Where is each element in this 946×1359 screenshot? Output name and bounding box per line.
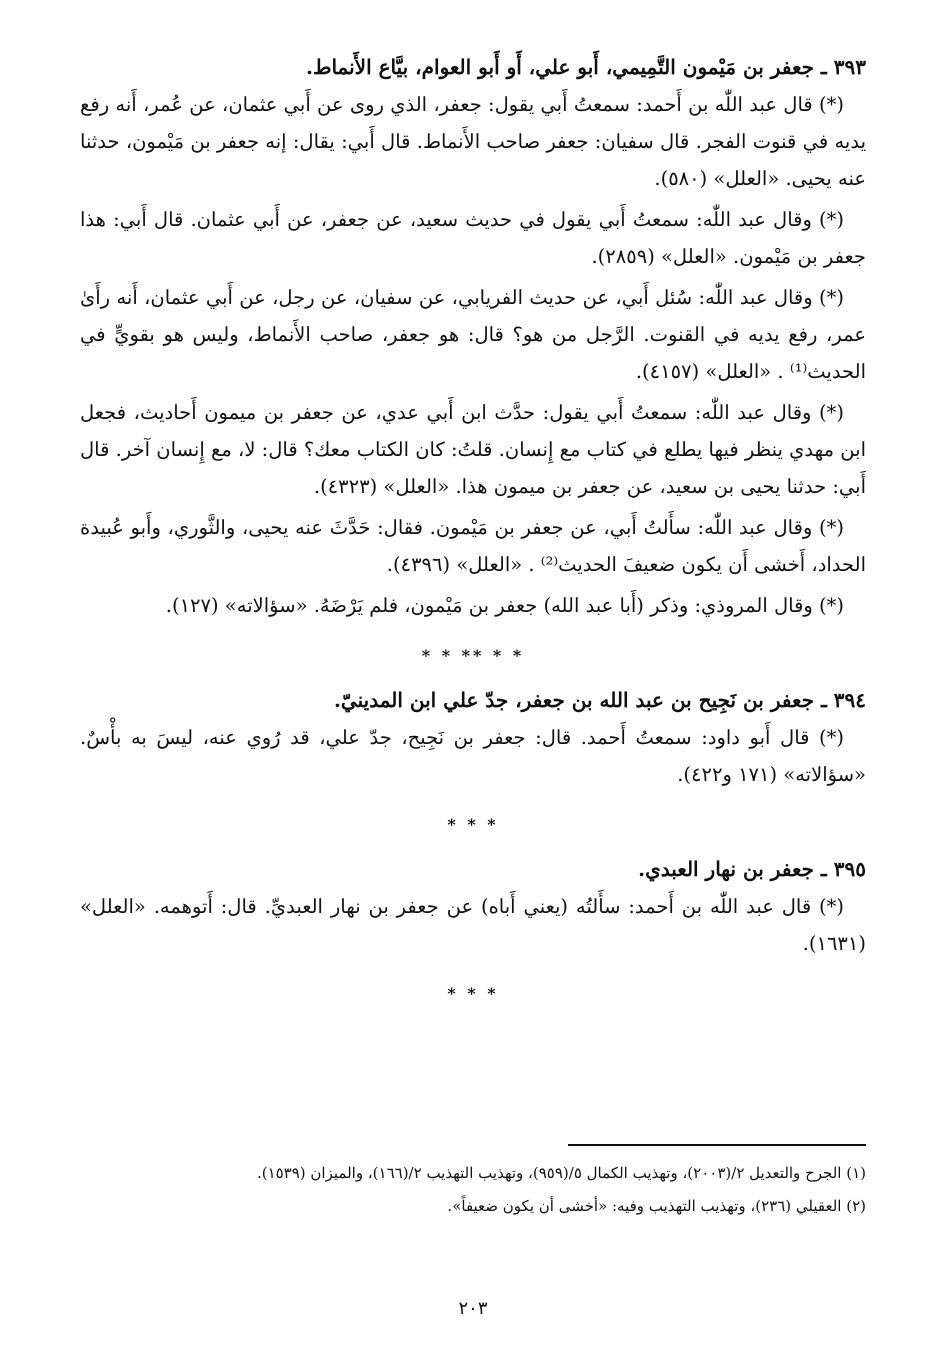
entry-title: ٣٩٣ ـ جعفر بن مَيْمون التَّمِيمي، أَبو علي، أَو أَبو العوام، بيَّاع الأَنماط.: [305, 55, 866, 79]
paragraph: (*) وقال عبد اللّٰه: سمعتُ أَبي يقول في حديث سعيد، عن جعفر، عن أَبي عثمان. قال أَبي: هذا جعفر بن مَيْمون. «العلل» (٢٨٥٩).: [80, 208, 866, 268]
footnotes: [80, 1144, 866, 1226]
paragraph: (*) وقال عبد اللّٰه: سمعتُ أَبي يقول: حدَّث ابن أَبي عدي، عن جعفر بن ميمون أَحاديث، فجعل ابن مهدي ينظر فيها يطلع في كتاب مع إِنسان. قلتُ: كان الكتاب معك؟ قال: لا، مع إِنسان آخر. قال أَبي: حدثنا يحيى بن سعيد، عن جعفر بن ميمون هذا. «العلل» (٤٣٢٣).: [80, 401, 866, 498]
footnote: (١) الجرح والتعديل ٢/(٢٠٠٣)، وتهذيب الكمال ٥/(٩٥٩)، وتهذيب التهذيب ٢/(١٦٦)، والميزان (١٥٣٩).: [256, 1164, 866, 1182]
paragraph: (*) وقال المروذي: وذكر (أَبا عبد الله) جعفر بن مَيْمون، فلم يَرْضَهُ. «سؤالاته» (١٢٧).: [165, 594, 844, 617]
paragraph: (*) قال عبد اللّٰه بن أَحمد: سأَلتُه (يعني أَباه) عن جعفر بن نهار العبديِّ. قال: أَتوهمه. «العلل» (١٦٣١).: [80, 895, 866, 955]
entry-395: [80, 852, 866, 1003]
paragraph: (*) قال أَبو داود: سمعتُ أَحمد. قال: جعفر بن نَجِيح، جدّ علي، قد رُوي عنه، ليسَ به بأْسٌ. «سؤالاته» (١٧١ و٤٢٢).: [80, 726, 866, 786]
footnote-rule: [568, 1144, 866, 1146]
page-number: ٢٠٣: [458, 1298, 488, 1319]
page-body: [80, 42, 866, 1021]
section-separator: * * *: [447, 815, 499, 834]
entry-393: [80, 50, 866, 665]
entry-title: ٣٩٤ ـ جعفر بن نَجِيح بن عبد الله بن جعفر، جدّ علي ابن المدينيّ.: [333, 688, 866, 712]
section-separator: * * ** * *: [421, 646, 525, 665]
entry-394: [80, 683, 866, 834]
paragraph: (*) وقال عبد اللّٰه: سُئل أَبي، عن حديث الفريابي، عن سفيان، عن رجل، عن أَبي عثمان، أَنه رأَىٰ عمر، رفع يديه في القنوت. الرَّجل من هو؟ قال: هو جعفر، صاحب الأَنماط، وليس هو بقويٍّ في الحديث⁽¹⁾ . «العلل» (٤١٥٧).: [80, 286, 866, 383]
section-separator: * * *: [447, 984, 499, 1003]
paragraph: (*) وقال عبد اللّٰه: سأَلتُ أَبي، عن جعفر بن مَيْمون. فقال: حَدَّثَ عنه يحيى، والثَّوري، وأَبو عُبيدة الحداد، أَخشى أَن يكون ضعيفَ الحديث⁽²⁾ . «العلل» (٤٣٩٦).: [80, 516, 866, 576]
footnote: (٢) العقيلي (٢٣٦)، وتهذيب التهذيب وفيه: «أخشى أن يكون ضعيفاً».: [447, 1197, 866, 1215]
paragraph: (*) قال عبد اللّٰه بن أَحمد: سمعتُ أَبي يقول: جعفر، الذي روى عن أَبي عثمان، عن عُمر، أَنه رفع يديه في قنوت الفجر. قال سفيان: جعفر صاحب الأَنماط. قال أَبي: يقال: إنه جعفر بن مَيْمون، حدثنا عنه يحيى. «العلل» (٥٨٠).: [80, 93, 866, 190]
entry-title: ٣٩٥ ـ جعفر بن نهار العبدي.: [638, 857, 866, 881]
